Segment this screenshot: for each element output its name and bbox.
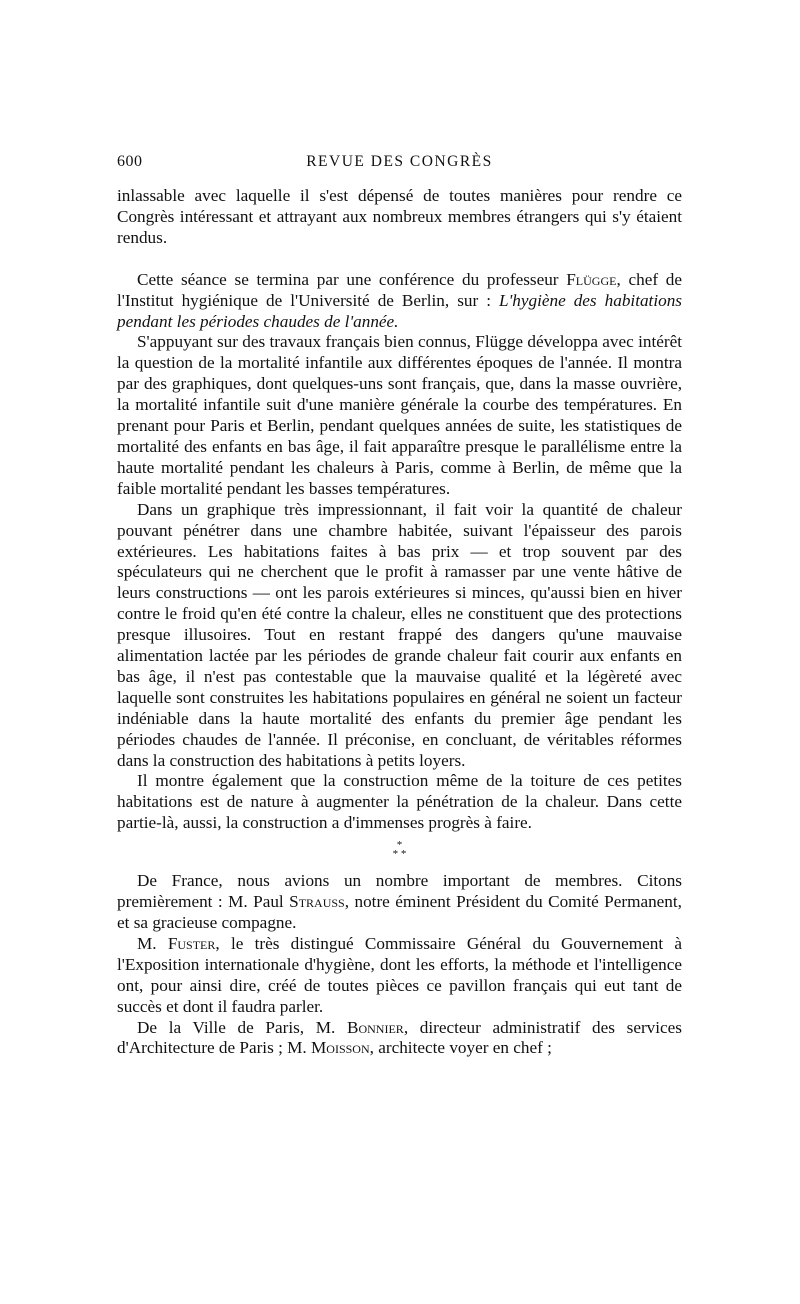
text-run: , architecte voyer en chef ; [369, 1038, 552, 1058]
paragraph-gap [117, 249, 682, 270]
person-name: Fuster [167, 933, 216, 953]
paragraph-continued: inlassable avec laquelle il s'est dépensé de toutes manières pour rendre ce Congrès intéressant et attrayant aux nombreux membres étrangers qui s'y étaient rendus. [117, 186, 682, 247]
text-run: De France, nous avions un nombre important de membres. Citons premièrement : M. Paul [117, 871, 682, 912]
separator-top-star: * [396, 839, 403, 852]
lecture-title: L'hygiène des habitations pendant les périodes chaudes de l'année. [117, 290, 682, 331]
text-run: , directeur administratif des services d'Architecture de Paris ; M. [117, 1017, 682, 1058]
text-run: M. [137, 933, 168, 953]
paragraph-fuster [117, 934, 682, 1018]
paragraph-mortality: S'appuyant sur des travaux français bien connus, Flügge développa avec intérêt la question de la mortalité infantile aux différentes époques de l'année. Il montra par des graphiques, dont quelques-uns sont français, que, dans la masse ouvrière, la mortalité infantile suit d'une manière générale la courbe des températures. En prenant pour Paris et Berlin, pendant quelques années de suite, les statistiques de mortalité des enfants en bas âge, il fait apparaître presque le parallélisme entre la haute mortalité pendant les chaleurs à Paris, comme à Berlin, de même que la faible mortalité pendant les basses températures. [117, 332, 682, 498]
paragraph-toiture: Il montre également que la construction même de la toiture de ces petites habitations est de nature à augmenter la pénétration de la chaleur. Dans cette partie-là, aussi, la construction a d'immenses progrès à faire. [117, 771, 682, 833]
paragraph-ville-de-paris [117, 1018, 682, 1060]
paragraph-graphique: Dans un graphique très impressionnant, il fait voir la quantité de chaleur pouvant pénétrer dans une chambre habitée, suivant l'épaisseur des parois extérieures. Les habitations faites à bas prix — et trop souvent par des spéculateurs qui ne cherchent que le profit à ramasser par une vente hâtive de leurs constructions — ont les parois extérieures si minces, qu'aussi bien en hiver contre le froid qu'en été contre la chaleur, elles ne constituent que des protections presque illusoires. Tout en restant frappé des dangers qu'une mauvaise alimentation lactée par les périodes de grande chaleur fait courir aux enfants en bas âge, il n'est pas contestable que la mauvaise qualité et la légèreté avec laquelle sont construites les habitations populaires en général ne soient un facteur indéniable dans la haute mortalité des enfants du premier âge pendant les périodes chaudes de l'année. Il préconise, en concluant, de véritables réformes dans la construction des habitations à petits loyers. [117, 499, 682, 770]
paragraph-conference [117, 270, 682, 333]
body-text [117, 186, 682, 1059]
person-name: Moisson [311, 1038, 370, 1058]
running-title: REVUE DES CONGRÈS [306, 153, 493, 170]
person-name: Flügge [566, 269, 617, 289]
text-run: , le très distingué Commissaire Général du Gouvernement à l'Exposition internationale d'hygiène, dont les efforts, la méthode et l'intelligence ont, pour ainsi dire, créé de toutes pièces ce pavillon français qui eut tant de succès et dont il faudra parler. [117, 933, 682, 1016]
separator-bottom-stars: * * [392, 848, 407, 861]
person-name: Strauss [289, 892, 345, 912]
page-number: 600 [117, 153, 143, 170]
text-run: , notre éminent Président du Comité Permanent, et sa gracieuse compagne. [117, 892, 682, 932]
text-run: Cette séance se termina par une conférence du professeur [137, 269, 567, 289]
section-separator [117, 841, 682, 859]
page-header [117, 153, 682, 177]
text-run: De la Ville de Paris, M. [137, 1017, 348, 1037]
text-run: , chef de l'Institut hygiénique de l'Université de Berlin, sur : [117, 269, 682, 310]
person-name: Bonnier [347, 1017, 404, 1037]
paragraph-france-members [117, 871, 682, 934]
